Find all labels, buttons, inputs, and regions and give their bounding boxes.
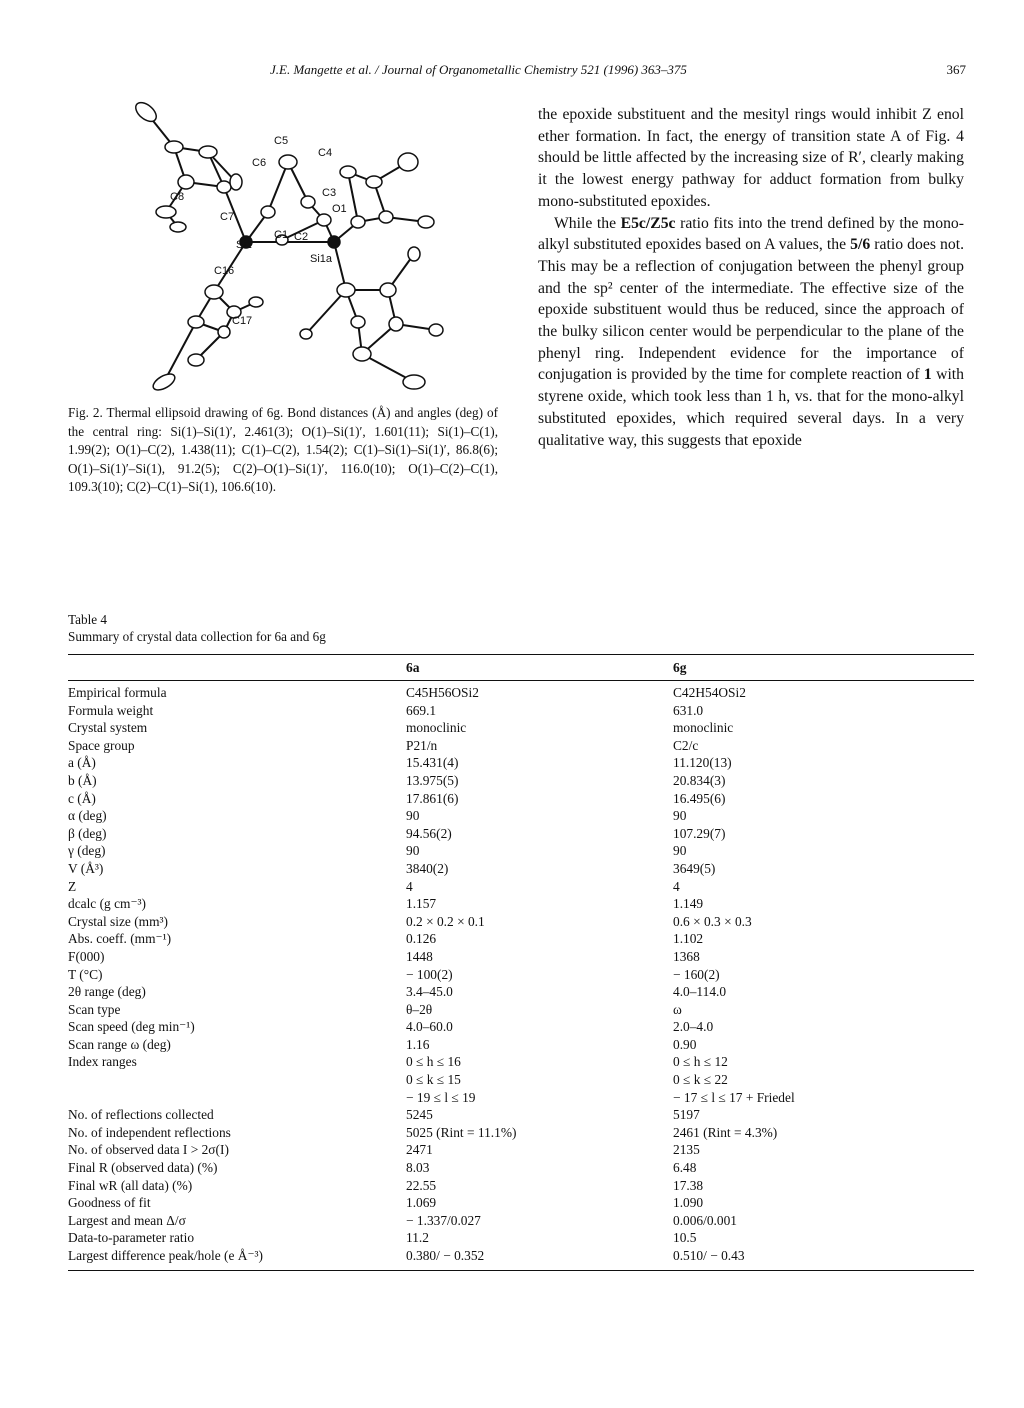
value-6a: 1.157 — [406, 896, 437, 912]
row-label: Crystal size (mm³) — [68, 913, 168, 929]
table-row — [68, 1125, 974, 1143]
bond-lines — [146, 112, 436, 382]
svg-text:C17: C17 — [232, 315, 253, 327]
value-6a: 2471 — [406, 1142, 433, 1158]
value-6g: 2.0–4.0 — [673, 1019, 714, 1035]
thermal-ellipsoid-drawing — [96, 92, 506, 402]
value-6g: 90 — [673, 843, 687, 859]
row-label: Scan speed (deg min⁻¹) — [68, 1019, 195, 1035]
svg-text:C8: C8 — [170, 191, 185, 203]
value-6a: 8.03 — [406, 1160, 430, 1176]
value-6g: monoclinic — [673, 720, 734, 736]
svg-text:C7: C7 — [220, 211, 235, 223]
paragraph-2: While the E5c/Z5c ratio fits into the trend defined by the mono-alkyl substituted epoxides based on A values, the 5/6 ratio does not. This may be a reflection of conjugation between the phenyl group and the sp² center of the intermediate. The effective size of the epoxide substituent would thus be reduced, since the approach of the bulky silicon center would be perpendicular to the plane of the phenyl ring. Independent evidence for the importance of conjugation is provided by the time for complete reaction of 1 with styrene oxide, which took less than 1 h, vs. that for the mono-alkyl substituted epoxides, which required several days. In a very qualitative way, this suggests that epoxide — [538, 214, 965, 449]
value-6a: 94.56(2) — [406, 825, 452, 841]
svg-text:C6: C6 — [252, 157, 267, 169]
table-title: Summary of crystal data collection for 6a and 6g — [68, 628, 326, 644]
running-header — [60, 62, 966, 82]
svg-text:Si1a: Si1a — [310, 253, 333, 265]
value-6a: − 100(2) — [406, 966, 453, 982]
table-row — [68, 720, 974, 738]
value-6g: 631.0 — [673, 702, 704, 718]
value-6a: 0 ≤ k ≤ 15 — [406, 1072, 461, 1088]
value-6g: 0 ≤ h ≤ 12 — [673, 1054, 728, 1070]
value-6a: C45H56OSi2 — [406, 685, 479, 700]
value-6a: 1.16 — [406, 1036, 430, 1052]
row-label: α (deg) — [68, 808, 107, 824]
row-label: Goodness of fit — [68, 1195, 151, 1211]
value-6g: 0.6 × 0.3 × 0.3 — [673, 913, 752, 929]
svg-text:C5: C5 — [274, 135, 289, 147]
row-label: No. of reflections collected — [68, 1107, 214, 1123]
value-6a: − 1.337/0.027 — [406, 1212, 481, 1228]
table-row — [68, 738, 974, 756]
row-label: V (Å³) — [68, 860, 104, 876]
value-6g: 1.090 — [673, 1195, 704, 1211]
value-6g: 0.006/0.001 — [673, 1212, 737, 1228]
body-text-column — [538, 104, 964, 451]
table-row — [68, 1213, 974, 1231]
row-label: Z — [68, 878, 77, 894]
value-6a: 4 — [406, 878, 413, 894]
value-6a: 0.2 × 0.2 × 0.1 — [406, 913, 485, 929]
figure-caption-text: Thermal ellipsoid drawing of 6g. Bond distances (Å) and angles (deg) of the central ring: Si(1)–Si(1)′, 2.461(3); O(1)–Si(1)′, 1.601(11); Si(1)–C(1), 1.99(2); O(1)–C(2), 1.438(11); C(1)–C(2), 1.54(2); C(1)–Si(1)–Si(1)′, 86.8(6); O(1)–Si(1)′–Si(1), 91.2(5); C(2)–O(1)–Si(1)′, 116.0(10); O(1)–C(2)–C(1), 109.3(10); C(2)–C(1)–Si(1), 106.6(10). — [68, 405, 498, 495]
table-row — [68, 755, 974, 773]
value-6a: 3.4–45.0 — [406, 984, 453, 1000]
table-row — [68, 1248, 974, 1266]
row-label: dcalc (g cm⁻³) — [68, 896, 146, 912]
table-row — [68, 1019, 974, 1037]
value-6g: 11.120(13) — [673, 755, 732, 771]
figure-caption — [68, 404, 498, 497]
row-label: No. of independent reflections — [68, 1124, 231, 1140]
table-row — [68, 861, 974, 879]
row-label: γ (deg) — [68, 843, 106, 859]
value-6a: P21/n — [406, 737, 438, 753]
value-6g: 20.834(3) — [673, 772, 726, 788]
table-row — [68, 1090, 974, 1108]
value-6g: 17.38 — [673, 1177, 704, 1193]
row-label: b (Å) — [68, 772, 97, 788]
table-row — [68, 826, 974, 844]
row-label: Space group — [68, 737, 135, 753]
value-6a: 5245 — [406, 1107, 433, 1123]
value-6a: 11.2 — [406, 1230, 429, 1246]
figure-label: Fig. 2. — [68, 405, 103, 420]
table-row — [68, 896, 974, 914]
table-row — [68, 914, 974, 932]
value-6a: 3840(2) — [406, 860, 449, 876]
value-6a: 669.1 — [406, 702, 437, 718]
table-row — [68, 984, 974, 1002]
svg-text:C3: C3 — [322, 187, 337, 199]
value-6a: 1.069 — [406, 1195, 437, 1211]
page-number: 367 — [946, 62, 966, 77]
value-6a: 0.126 — [406, 931, 437, 947]
table-bottom-rule — [68, 1270, 974, 1271]
value-6a: 0 ≤ h ≤ 16 — [406, 1054, 461, 1070]
row-label: Formula weight — [68, 702, 154, 718]
row-label: F(000) — [68, 948, 105, 964]
value-6a: 13.975(5) — [406, 772, 459, 788]
table-row — [68, 1002, 974, 1020]
value-6g: C2/c — [673, 737, 699, 753]
row-label: No. of observed data I > 2σ(I) — [68, 1142, 229, 1158]
table-row — [68, 967, 974, 985]
value-6g: 1368 — [673, 948, 700, 964]
table-row — [68, 1230, 974, 1248]
table-label: Table 4 — [68, 612, 107, 627]
row-label: Abs. coeff. (mm⁻¹) — [68, 931, 172, 947]
value-6a: 0.380/ − 0.352 — [406, 1248, 485, 1263]
svg-text:Si1: Si1 — [236, 239, 252, 251]
table-row — [68, 685, 974, 703]
value-6a: − 19 ≤ l ≤ 19 — [406, 1089, 476, 1105]
row-label: Largest and mean Δ/σ — [68, 1212, 186, 1228]
value-6g: 0.510/ − 0.43 — [673, 1248, 745, 1263]
value-6g: 107.29(7) — [673, 825, 726, 841]
value-6g: 6.48 — [673, 1160, 697, 1176]
value-6g: 10.5 — [673, 1230, 697, 1246]
value-6g: 1.149 — [673, 896, 704, 912]
table-row — [68, 703, 974, 721]
ortep-figure — [96, 92, 506, 402]
row-label: Empirical formula — [68, 685, 167, 700]
value-6g: 3649(5) — [673, 860, 716, 876]
value-6g: 2461 (Rint = 4.3%) — [673, 1124, 778, 1140]
table-row — [68, 1072, 974, 1090]
value-6g: C42H54OSi2 — [673, 685, 746, 700]
value-6g: 0.90 — [673, 1036, 697, 1052]
value-6g: 16.495(6) — [673, 790, 726, 806]
table-body — [68, 685, 974, 1266]
svg-text:O1: O1 — [332, 203, 347, 215]
table-row — [68, 1142, 974, 1160]
value-6a: 90 — [406, 843, 420, 859]
value-6a: 1448 — [406, 948, 433, 964]
table-row — [68, 931, 974, 949]
value-6g: 4 — [673, 878, 680, 894]
row-label: Final R (observed data) (%) — [68, 1160, 218, 1176]
row-label: 2θ range (deg) — [68, 984, 146, 1000]
value-6a: θ–2θ — [406, 1001, 433, 1017]
value-6g: 4.0–114.0 — [673, 984, 727, 1000]
table-row — [68, 773, 974, 791]
value-6a: 5025 (Rint = 11.1%) — [406, 1124, 517, 1140]
row-label: Data-to-parameter ratio — [68, 1230, 195, 1246]
paragraph-1: the epoxide substituent and the mesityl rings would inhibit Z enol ether formation. In fact, the energy of transition state A of Fig. 4 should be little affected by the increasing size of R′, clearly making it the lowest energy pathway for adduct formation from bulky mono-substituted epoxides. — [538, 106, 964, 210]
row-label: c (Å) — [68, 790, 96, 806]
svg-text:C2: C2 — [294, 231, 309, 243]
table-row — [68, 808, 974, 826]
value-6g: 5197 — [673, 1107, 700, 1123]
table-row — [68, 791, 974, 809]
row-label: Scan range ω (deg) — [68, 1036, 171, 1052]
value-6g: 2135 — [673, 1142, 700, 1158]
table-caption — [68, 612, 326, 645]
row-label: T (°C) — [68, 966, 103, 982]
row-label: Index ranges — [68, 1054, 137, 1070]
column-header-6g: 6g — [673, 660, 687, 675]
row-label: a (Å) — [68, 755, 96, 771]
value-6a: 17.861(6) — [406, 790, 459, 806]
value-6g: − 160(2) — [673, 966, 720, 982]
table-row — [68, 1037, 974, 1055]
running-title: J.E. Mangette et al. / Journal of Organometallic Chemistry 521 (1996) 363–375 — [270, 62, 687, 77]
row-label: Final wR (all data) (%) — [68, 1177, 193, 1193]
svg-text:C4: C4 — [318, 147, 333, 159]
value-6a: 4.0–60.0 — [406, 1019, 453, 1035]
row-label: Scan type — [68, 1001, 121, 1017]
value-6a: 15.431(4) — [406, 755, 459, 771]
value-6g: 0 ≤ k ≤ 22 — [673, 1072, 728, 1088]
table-row — [68, 843, 974, 861]
value-6a: 22.55 — [406, 1177, 437, 1193]
row-label: β (deg) — [68, 825, 107, 841]
svg-text:C1: C1 — [274, 229, 289, 241]
table-top-rule — [68, 654, 974, 655]
table-row — [68, 1195, 974, 1213]
table-header-rule — [68, 680, 974, 681]
svg-text:C16: C16 — [214, 265, 235, 277]
table-row — [68, 1178, 974, 1196]
value-6a: 90 — [406, 808, 420, 824]
table-row — [68, 1054, 974, 1072]
value-6g: 90 — [673, 808, 687, 824]
table-row — [68, 1160, 974, 1178]
row-label: Crystal system — [68, 720, 148, 736]
row-label: Largest difference peak/hole (e Å⁻³) — [68, 1248, 263, 1263]
value-6a: monoclinic — [406, 720, 467, 736]
column-header-6a: 6a — [406, 660, 420, 675]
value-6g: − 17 ≤ l ≤ 17 + Friedel — [673, 1089, 795, 1105]
table-row — [68, 1107, 974, 1125]
value-6g: 1.102 — [673, 931, 704, 947]
value-6g: ω — [673, 1001, 682, 1017]
table-row — [68, 879, 974, 897]
table-row — [68, 949, 974, 967]
